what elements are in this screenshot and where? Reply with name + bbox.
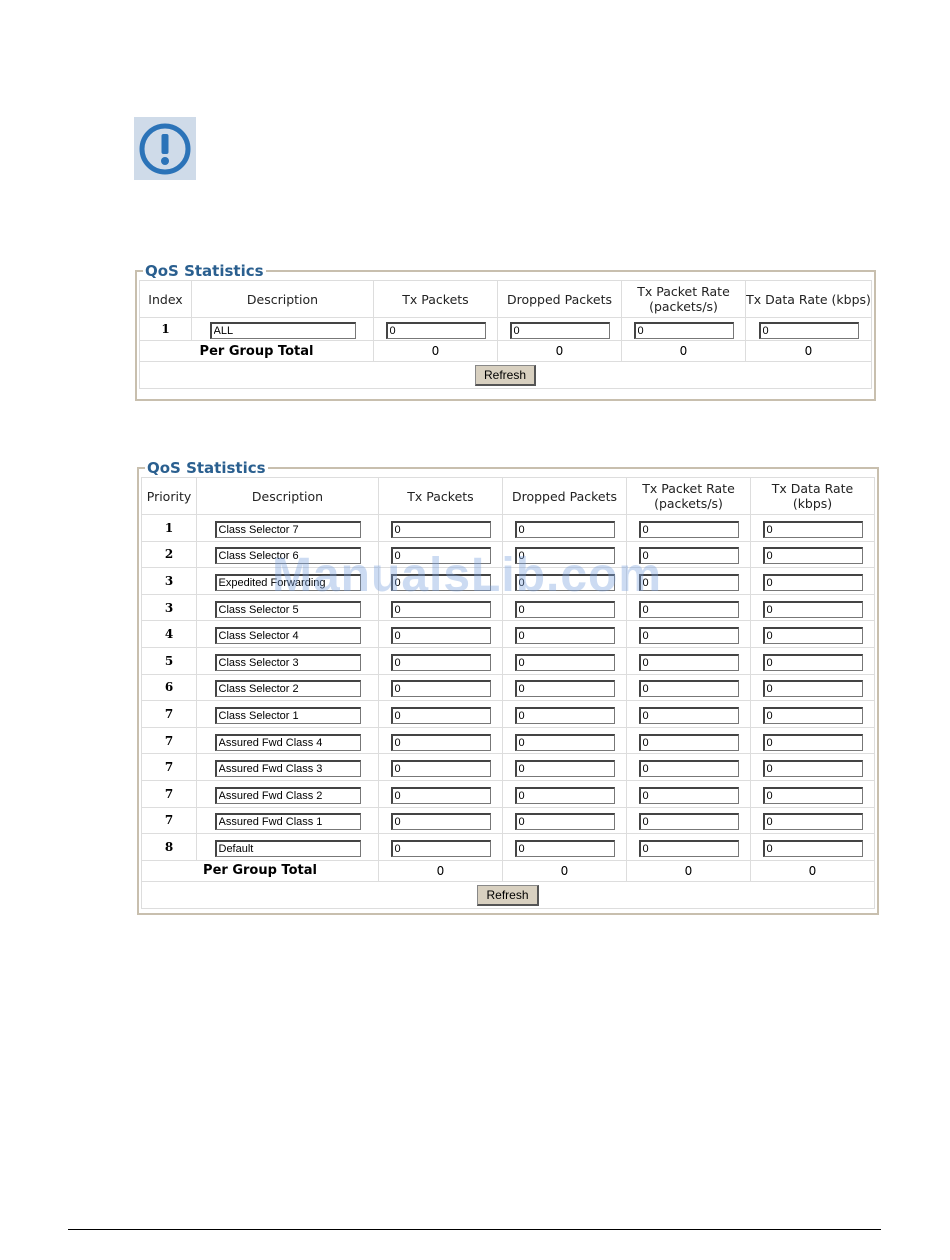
description-cell (197, 834, 379, 861)
dropped-packets-input[interactable] (515, 654, 615, 671)
refresh-row (140, 362, 872, 389)
dropped-packets-cell (503, 541, 627, 568)
tx-data-rate-cell (751, 727, 875, 754)
per-group-total-row (142, 860, 875, 881)
tx-packet-rate-input[interactable] (639, 813, 739, 830)
tx-packets-cell (379, 621, 503, 648)
tx-packets-cell (379, 515, 503, 542)
priority-cell: 7 (142, 701, 197, 728)
table-row (142, 701, 875, 728)
description-cell (197, 568, 379, 595)
dropped-packets-cell (503, 515, 627, 542)
tx-packet-rate-input[interactable] (639, 521, 739, 538)
table-row (142, 780, 875, 807)
priority-cell: 7 (142, 780, 197, 807)
tx-packets-input[interactable] (391, 787, 491, 804)
header-tx-data-rate: Tx Data Rate (kbps) (746, 281, 872, 318)
qos-statistics-legend: QoS Statistics (147, 459, 266, 477)
tx-data-rate-input[interactable] (763, 654, 863, 671)
tx-packet-rate-cell (627, 780, 751, 807)
tx-packet-rate-cell (627, 647, 751, 674)
priority-cell: 5 (142, 647, 197, 674)
header-dropped-packets: Dropped Packets (503, 478, 627, 515)
tx-packets-input[interactable] (391, 680, 491, 697)
tx-packet-rate-input[interactable] (639, 734, 739, 751)
table-row (142, 621, 875, 648)
description-cell (197, 701, 379, 728)
table-row (142, 727, 875, 754)
description-cell (197, 807, 379, 834)
refresh-button[interactable]: Refresh (477, 885, 538, 906)
tx-packet-rate-input[interactable] (639, 760, 739, 777)
tx-packets-cell (379, 807, 503, 834)
tx-packet-rate-input[interactable] (639, 680, 739, 697)
dropped-packets-input[interactable] (515, 813, 615, 830)
priority-cell: 7 (142, 754, 197, 781)
notice-exclamation-icon (134, 117, 196, 180)
dropped-packets-input[interactable] (515, 547, 615, 564)
tx-data-rate-input[interactable] (763, 813, 863, 830)
priority-cell: 2 (142, 541, 197, 568)
dropped-packets-input[interactable] (515, 601, 615, 618)
priority-cell: 6 (142, 674, 197, 701)
dropped-packets-cell (503, 807, 627, 834)
tx-packets-input[interactable] (391, 574, 491, 591)
dropped-packets-cell (503, 754, 627, 781)
description-cell (197, 754, 379, 781)
priority-cell: 4 (142, 621, 197, 648)
tx-data-rate-input[interactable] (763, 680, 863, 697)
header-tx-packet-rate: Tx Packet Rate (packets/s) (622, 281, 746, 318)
tx-packets-cell (379, 780, 503, 807)
dropped-packets-input[interactable] (515, 680, 615, 697)
tx-data-rate-cell (751, 621, 875, 648)
priority-cell: 3 (142, 568, 197, 595)
tx-data-rate-input[interactable] (763, 734, 863, 751)
tx-packet-rate-cell (627, 621, 751, 648)
tx-packets-cell (379, 647, 503, 674)
table-row (140, 318, 872, 341)
tx-packet-rate-cell (627, 541, 751, 568)
tx-packet-rate-input[interactable] (634, 322, 734, 339)
tx-data-rate-cell (751, 541, 875, 568)
tx-data-rate-cell (751, 594, 875, 621)
tx-packets-input[interactable] (391, 813, 491, 830)
tx-data-rate-input[interactable] (763, 707, 863, 724)
footer-divider (68, 1229, 881, 1230)
dropped-packets-cell (503, 594, 627, 621)
tx-packet-rate-input[interactable] (639, 627, 739, 644)
tx-packets-input[interactable] (391, 654, 491, 671)
description-input[interactable] (215, 654, 361, 671)
tx-packets-input[interactable] (386, 322, 486, 339)
description-input[interactable] (215, 547, 361, 564)
tx-data-rate-input[interactable] (763, 787, 863, 804)
header-tx-packet-rate: Tx Packet Rate (packets/s) (627, 478, 751, 515)
description-input[interactable] (215, 734, 361, 751)
per-group-total-row (140, 341, 872, 362)
total-tx-packet-rate: 0 (627, 860, 751, 881)
description-input[interactable] (215, 813, 361, 830)
tx-packet-rate-cell (627, 701, 751, 728)
dropped-packets-cell (503, 834, 627, 861)
tx-packets-input[interactable] (391, 707, 491, 724)
description-cell (197, 780, 379, 807)
description-cell (197, 647, 379, 674)
dropped-packets-input[interactable] (515, 760, 615, 777)
tx-packet-rate-cell (627, 568, 751, 595)
index-cell: 1 (140, 318, 192, 341)
tx-packet-rate-input[interactable] (639, 601, 739, 618)
header-tx-packets: Tx Packets (379, 478, 503, 515)
tx-data-rate-input[interactable] (763, 760, 863, 777)
tx-packet-rate-input[interactable] (639, 840, 739, 857)
tx-data-rate-cell (746, 318, 872, 341)
description-cell (197, 515, 379, 542)
tx-data-rate-cell (751, 780, 875, 807)
tx-packets-input[interactable] (391, 734, 491, 751)
dropped-packets-input[interactable] (510, 322, 610, 339)
tx-packets-input[interactable] (391, 760, 491, 777)
header-index: Index (140, 281, 192, 318)
refresh-row (142, 881, 875, 908)
total-tx-data-rate: 0 (746, 341, 872, 362)
description-input[interactable] (215, 627, 361, 644)
tx-packets-input[interactable] (391, 840, 491, 857)
description-input[interactable] (215, 601, 361, 618)
dropped-packets-cell (503, 780, 627, 807)
tx-data-rate-cell (751, 674, 875, 701)
tx-packets-cell (379, 541, 503, 568)
refresh-button[interactable]: Refresh (475, 365, 536, 386)
tx-packets-input[interactable] (391, 521, 491, 538)
tx-packet-rate-cell (627, 754, 751, 781)
header-description: Description (192, 281, 374, 318)
priority-cell: 3 (142, 594, 197, 621)
description-input[interactable] (215, 680, 361, 697)
description-input[interactable] (215, 840, 361, 857)
total-tx-packet-rate: 0 (622, 341, 746, 362)
header-description: Description (197, 478, 379, 515)
qos-priority-table (141, 477, 875, 909)
tx-packet-rate-cell (627, 834, 751, 861)
description-cell (197, 674, 379, 701)
priority-cell: 7 (142, 727, 197, 754)
tx-packet-rate-cell (627, 807, 751, 834)
tx-packets-cell (379, 674, 503, 701)
tx-data-rate-input[interactable] (763, 627, 863, 644)
tx-packet-rate-cell (627, 674, 751, 701)
dropped-packets-input[interactable] (515, 521, 615, 538)
tx-packet-rate-cell (622, 318, 746, 341)
dropped-packets-cell (503, 568, 627, 595)
tx-packets-cell (379, 834, 503, 861)
qos-statistics-panel-all (135, 262, 876, 401)
tx-packet-rate-input[interactable] (639, 547, 739, 564)
dropped-packets-input[interactable] (515, 787, 615, 804)
description-cell (197, 621, 379, 648)
priority-cell: 8 (142, 834, 197, 861)
description-cell (197, 594, 379, 621)
total-tx-packets: 0 (379, 860, 503, 881)
total-tx-data-rate: 0 (751, 860, 875, 881)
priority-cell: 1 (142, 515, 197, 542)
description-input[interactable] (215, 574, 361, 591)
description-cell (192, 318, 374, 341)
tx-packets-cell (374, 318, 498, 341)
tx-data-rate-cell (751, 568, 875, 595)
per-group-total-label: Per Group Total (140, 341, 374, 362)
tx-data-rate-input[interactable] (763, 521, 863, 538)
dropped-packets-cell (498, 318, 622, 341)
dropped-packets-input[interactable] (515, 574, 615, 591)
dropped-packets-cell (503, 701, 627, 728)
tx-packet-rate-input[interactable] (639, 654, 739, 671)
tx-data-rate-input[interactable] (763, 574, 863, 591)
tx-packets-cell (379, 754, 503, 781)
description-input[interactable] (215, 787, 361, 804)
dropped-packets-input[interactable] (515, 627, 615, 644)
description-input[interactable] (215, 707, 361, 724)
tx-packets-input[interactable] (391, 547, 491, 564)
tx-packets-cell (379, 568, 503, 595)
tx-data-rate-cell (751, 515, 875, 542)
tx-data-rate-input[interactable] (763, 547, 863, 564)
table-row (142, 568, 875, 595)
tx-packets-input[interactable] (391, 627, 491, 644)
table-row (142, 754, 875, 781)
tx-packets-cell (379, 727, 503, 754)
header-priority: Priority (142, 478, 197, 515)
dropped-packets-input[interactable] (515, 840, 615, 857)
description-cell (197, 541, 379, 568)
dropped-packets-cell (503, 674, 627, 701)
table-row (142, 674, 875, 701)
header-dropped-packets: Dropped Packets (498, 281, 622, 318)
qos-statistics-legend: QoS Statistics (145, 262, 264, 280)
tx-packet-rate-input[interactable] (639, 574, 739, 591)
tx-packets-cell (379, 701, 503, 728)
dropped-packets-cell (503, 621, 627, 648)
description-input[interactable] (215, 521, 361, 538)
total-dropped-packets: 0 (498, 341, 622, 362)
table-row (142, 834, 875, 861)
table-row (142, 594, 875, 621)
tx-packets-cell (379, 594, 503, 621)
dropped-packets-cell (503, 647, 627, 674)
tx-data-rate-cell (751, 754, 875, 781)
tx-packet-rate-cell (627, 594, 751, 621)
tx-packet-rate-input[interactable] (639, 787, 739, 804)
description-input[interactable] (210, 322, 356, 339)
table-header-row (142, 478, 875, 515)
total-dropped-packets: 0 (503, 860, 627, 881)
watermark: ManualsLib.com (272, 549, 663, 602)
table-row (142, 647, 875, 674)
tx-packets-input[interactable] (391, 601, 491, 618)
dropped-packets-cell (503, 727, 627, 754)
tx-data-rate-cell (751, 647, 875, 674)
header-tx-data-rate: Tx Data Rate (kbps) (751, 478, 875, 515)
tx-data-rate-input[interactable] (763, 601, 863, 618)
dropped-packets-input[interactable] (515, 734, 615, 751)
tx-data-rate-input[interactable] (763, 840, 863, 857)
tx-packet-rate-input[interactable] (639, 707, 739, 724)
qos-statistics-panel-priority (137, 459, 879, 915)
table-row (142, 515, 875, 542)
per-group-total-label: Per Group Total (142, 860, 379, 881)
tx-data-rate-cell (751, 807, 875, 834)
tx-data-rate-cell (751, 834, 875, 861)
total-tx-packets: 0 (374, 341, 498, 362)
description-input[interactable] (215, 760, 361, 777)
priority-cell: 7 (142, 807, 197, 834)
tx-packet-rate-cell (627, 727, 751, 754)
table-row (142, 541, 875, 568)
qos-all-table (139, 280, 872, 389)
tx-data-rate-cell (751, 701, 875, 728)
tx-data-rate-input[interactable] (759, 322, 859, 339)
tx-packet-rate-cell (627, 515, 751, 542)
header-tx-packets: Tx Packets (374, 281, 498, 318)
description-cell (197, 727, 379, 754)
exclamation-circle-icon (137, 121, 193, 177)
dropped-packets-input[interactable] (515, 707, 615, 724)
table-row (142, 807, 875, 834)
table-header-row (140, 281, 872, 318)
